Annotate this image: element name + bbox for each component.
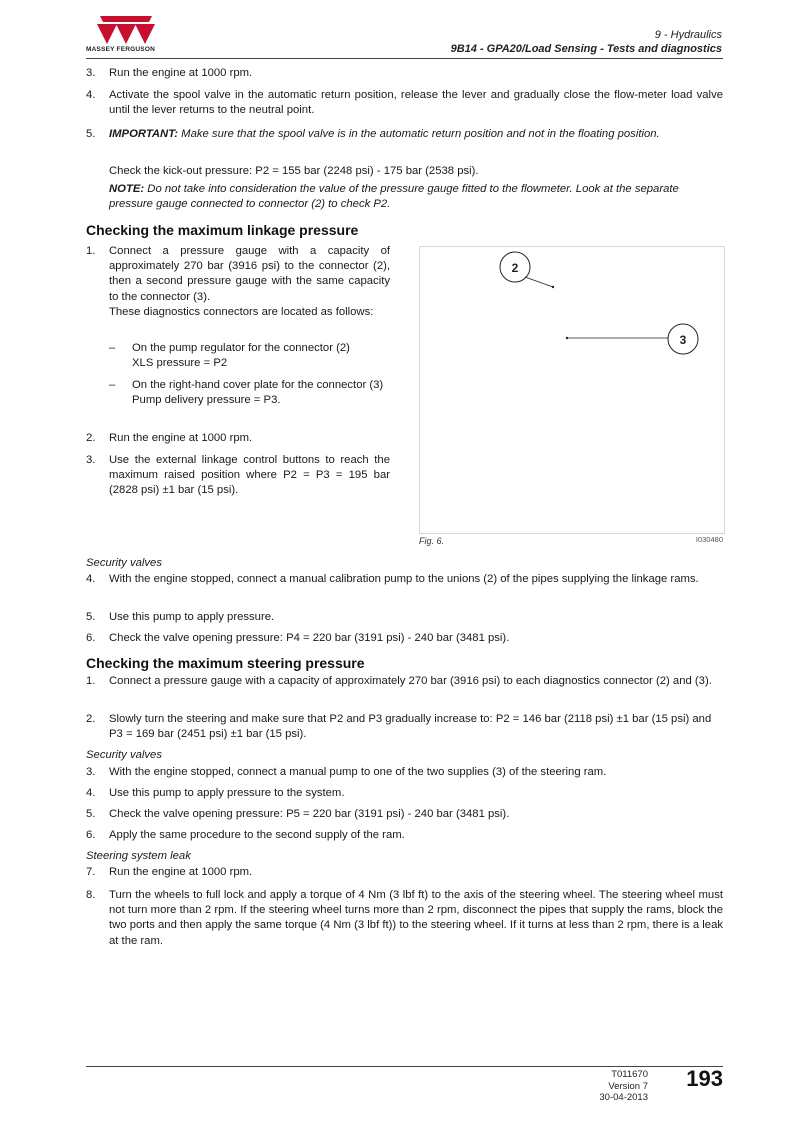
bullet-line: On the right-hand cover plate for the connector (3): [132, 379, 384, 391]
step-number: 2.: [86, 713, 96, 725]
figure-frame: [419, 246, 725, 534]
section-heading: Checking the maximum linkage pressure: [86, 222, 359, 238]
list-item: [86, 631, 723, 646]
step-text: With the engine stopped, connect a manual pump to one of the two supplies (3) of the steering ram.: [109, 766, 607, 778]
note-label: NOTE:: [109, 183, 145, 195]
step-number: 5.: [86, 128, 96, 140]
step-text: Turn the wheels to full lock and apply a torque of 4 Nm (3 lbf ft) to the axis of the steering wheel. The steering wheel must not turn more than 2 rpm. If the steering wheel turns more than 2 rpm, disconnect the pipes that supply the rams, block the two ports and then apply the same torque (4 Nm (3 lbf ft)) to the steering wheel. If it turns at less than 2 rpm, there is a leak at the ram.: [109, 889, 723, 947]
step-text-continued: These diagnostics connectors are located as follows:: [109, 305, 374, 318]
step-text: Slowly turn the steering and make sure that P2 and P3 gradually increase to: P2 = 146 bar (2118 psi) ±1 bar (15 psi) and P3 = 169 bar (2451 psi) ±1 bar (15 psi).: [109, 713, 712, 741]
step-number: 7.: [86, 866, 96, 878]
important-text: Make sure that the spool valve is in the automatic return position and not in the floating position.: [178, 128, 660, 140]
step-text: Use this pump to apply pressure.: [109, 611, 275, 623]
step-number: 4.: [86, 89, 96, 101]
bullet-line: Pump delivery pressure = P3.: [132, 394, 281, 407]
figure-caption: Fig. 6.: [419, 536, 445, 546]
step-text: Use the external linkage control buttons to reach the maximum raised position where P2 = P3 = 195 bar (2828 psi) ±1 bar (15 psi).: [109, 454, 390, 497]
step-text: Run the engine at 1000 rpm.: [109, 866, 253, 878]
step-text: With the engine stopped, connect a manual calibration pump to the unions (2) of the pipes supplying the linkage rams.: [109, 573, 699, 585]
header-title: 9B14 - GPA20/Load Sensing - Tests and diagnostics: [450, 43, 722, 55]
step-number: 2.: [86, 432, 96, 444]
brand-wordmark: MASSEY FERGUSON: [86, 46, 155, 53]
step-number: 5.: [86, 611, 96, 623]
callout-3-label: 3: [679, 333, 687, 347]
bullet-line: XLS pressure = P2: [132, 357, 228, 370]
subheading: Security valves: [86, 749, 162, 761]
figure-id: I030480: [695, 535, 723, 544]
list-item: [86, 712, 723, 742]
step-text: Run the engine at 1000 rpm.: [109, 432, 253, 444]
step-text: Activate the spool valve in the automatic return position, release the lever and gradually close the flow-meter load valve until the lever returns to the neutral point.: [109, 89, 723, 117]
header-section: 9 - Hydraulics: [654, 29, 722, 41]
step-number: 1.: [86, 245, 96, 257]
callout-2-label: 2: [511, 261, 519, 275]
list-item: [86, 88, 723, 118]
page-number: 193: [686, 1066, 723, 1091]
list-item: [86, 786, 723, 801]
footer-doc-info: [599, 1069, 648, 1104]
list-item: [86, 244, 390, 320]
step-number: 5.: [86, 808, 96, 820]
step-text: Connect a pressure gauge with a capacity of approximately 270 bar (3916 psi) to each diagnostics connector (2) and (3).: [109, 675, 712, 687]
doc-reference: T011670: [611, 1069, 648, 1080]
section-heading: Checking the maximum steering pressure: [86, 655, 365, 671]
figure-callouts: [420, 247, 724, 533]
list-item: [86, 431, 390, 446]
step-number: 6.: [86, 829, 96, 841]
step-number: 8.: [86, 889, 96, 901]
subheading: Steering system leak: [86, 850, 191, 862]
note-block: [86, 182, 723, 212]
massey-ferguson-logo: [86, 14, 166, 60]
list-item: [86, 828, 723, 843]
step-number: 6.: [86, 632, 96, 644]
note-text: Do not take into consideration the value of the pressure gauge fitted to the flowmeter. Look at the separate pressure gauge connected to connector (2) to check P2.: [109, 183, 679, 211]
step-text: Use this pump to apply pressure to the system.: [109, 787, 345, 799]
step-number: 4.: [86, 787, 96, 799]
important-label: IMPORTANT:: [109, 128, 179, 140]
step-text: Check the valve opening pressure: P5 = 220 bar (3191 psi) - 240 bar (3481 psi).: [109, 808, 510, 820]
list-item: [86, 765, 723, 780]
list-item: [86, 127, 723, 142]
list-item: [86, 807, 723, 822]
step-text: Connect a pressure gauge with a capacity of approximately 270 bar (3916 psi) to the connector (2), then a second pressure gauge with the same capacity to the connector (3).: [109, 245, 390, 303]
header-divider: [86, 58, 723, 59]
step-text: Apply the same procedure to the second supply of the ram.: [109, 829, 405, 841]
list-item: [86, 610, 723, 625]
bullet-item: [86, 341, 390, 371]
step-text: Check the valve opening pressure: P4 = 220 bar (3191 psi) - 240 bar (3481 psi).: [109, 632, 510, 644]
list-item: [86, 66, 723, 81]
step-number: 3.: [86, 67, 96, 79]
bullet-dash: –: [109, 342, 116, 354]
subheading: Security valves: [86, 557, 162, 569]
check-text: Check the kick-out pressure: P2 = 155 bar (2248 psi) - 175 bar (2538 psi).: [109, 165, 479, 177]
bullet-dash: –: [109, 379, 116, 391]
bullet-item: [86, 378, 390, 408]
list-item: [86, 572, 723, 587]
doc-version: Version 7: [608, 1080, 648, 1092]
list-item: [86, 453, 390, 499]
step-number: 4.: [86, 573, 96, 585]
bullet-line: On the pump regulator for the connector (2): [132, 342, 350, 354]
step-text: Run the engine at 1000 rpm.: [109, 67, 253, 79]
list-item: [86, 674, 723, 689]
footer-divider: [86, 1066, 723, 1067]
doc-date: 30-04-2013: [599, 1092, 648, 1103]
step-number: 1.: [86, 675, 96, 687]
list-item: [86, 888, 723, 949]
step-number: 3.: [86, 766, 96, 778]
list-item: [86, 865, 723, 880]
step-number: 3.: [86, 454, 96, 466]
